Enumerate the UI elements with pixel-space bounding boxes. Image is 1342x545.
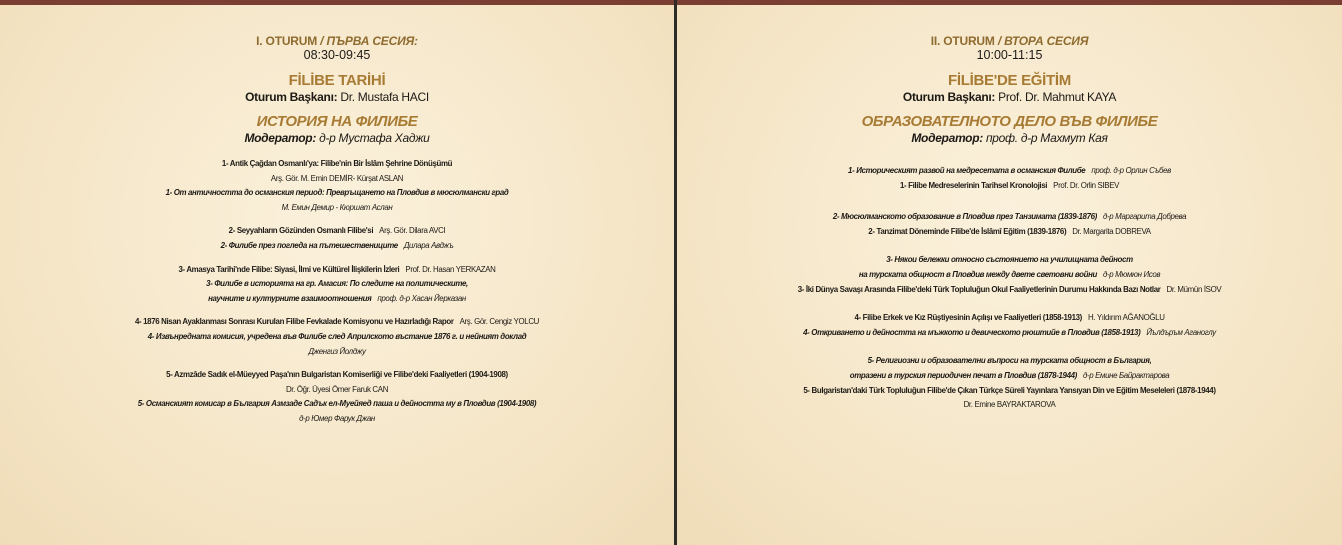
- talk-title-bg: 4- Извънредната комисия, учредена във Филибе след Априлското въстание 1876 г. и нейният доклад: [147, 331, 527, 341]
- session-2-chair: [677, 90, 1342, 105]
- talk-item: [677, 253, 1342, 297]
- talk-author-tr: Arş. Gör. Dilara AVCI: [379, 226, 446, 236]
- talk-author-bg: д-р Емине Байрактарова: [1082, 370, 1170, 380]
- session-2-heading: [677, 34, 1342, 48]
- session-1-moderator: [0, 131, 674, 146]
- talk-item: [677, 164, 1342, 193]
- session-2-moderator: [677, 131, 1342, 146]
- session-slash: /: [994, 34, 1005, 48]
- session-2-title-tr: FİLİBE'DE EĞİTİM: [948, 72, 1071, 89]
- talk-author-tr: Arş. Gör. M. Emin DEMİR- Kürşat ASLAN: [270, 173, 404, 183]
- session-1-panel: [0, 5, 674, 545]
- talk-author-tr: Dr. Emine BAYRAKTAROVA: [963, 400, 1056, 410]
- session-2-talks: [677, 164, 1342, 413]
- talk-title-tr: 1- Antik Çağdan Osmanlı'ya: Filibe'nin Bir İslâm Şehrine Dönüşümü: [221, 159, 453, 168]
- session-1-label-bg: ПЪРВА СЕСИЯ:: [326, 34, 418, 48]
- talk-title-bg: 5- Османският комисар в България Азмзаде Садък ел-Муейяед паша и дейността му в Пловдив (1904-1908): [137, 399, 537, 409]
- talk-item: [677, 311, 1342, 340]
- talk-author-bg: проф. д-р Хасан Йерказан: [377, 293, 466, 303]
- talk-title-tr: 3- Amasya Tarihi'nde Filibe: Siyasi, İlmi ve Kültürel İlişkilerin İzleri: [178, 264, 400, 274]
- talk-author-bg: Дилара Авджъ: [403, 240, 454, 250]
- talk-title-tr: 5- Azmzâde Sadık el-Müeyyed Paşa'nın Bulgaristan Komiserliği ve Filibe'deki Faaliyetleri (1904-1908): [166, 370, 508, 380]
- talk-item: [0, 315, 674, 359]
- session-2-title-bg: ОБРАЗОВАТЕЛНОТО ДЕЛО ВЪВ ФИЛИБЕ: [861, 113, 1158, 130]
- talk-title-bg: 4- Откриването и дейността на мъжкото и девическото рюштийе в Пловдив (1858-1913): [803, 327, 1141, 337]
- talk-title-tr: 1- Filibe Medreselerinin Tarihsel Kronolojisi: [899, 180, 1048, 190]
- moderator-label: Модератор:: [244, 131, 317, 145]
- talk-author-bg: д-р Маргарита Добрева: [1102, 212, 1187, 222]
- talk-title-tr: 2- Tanzimat Döneminde Filibe'de İslâmî Eğitim (1839-1876): [868, 226, 1067, 236]
- session-1-heading: [0, 34, 674, 48]
- talk-title-bg-cont: отразени в турския периодичен печат в Пловдив (1878-1944): [849, 370, 1077, 380]
- talk-item: [0, 157, 674, 215]
- session-2-panel: [677, 5, 1342, 545]
- talk-author-bg: Йълдъръм Аганоглу: [1146, 327, 1216, 337]
- chair-label: Oturum Başkanı:: [902, 90, 996, 104]
- talk-author-tr: Dr. Öğr. Üyesi Ömer Faruk CAN: [285, 384, 389, 394]
- session-1-chair: [0, 90, 674, 105]
- session-slash: /: [317, 34, 327, 48]
- talk-author-tr: H. Yıldırım AĞANOĞLU: [1087, 313, 1165, 323]
- talk-title-bg: 3- Някои бележки относно състоянието на училищната дейност: [886, 255, 1133, 265]
- talk-item: [0, 368, 674, 426]
- talk-author-bg: проф. д-р Орлин Събев: [1091, 166, 1171, 175]
- session-2-label-tr: II. OTURUM: [930, 34, 995, 48]
- session-1-talks: [0, 157, 674, 427]
- talk-author-bg: д-р Юмер Фарук Джан: [299, 413, 375, 423]
- talk-title-bg-cont: на турската общност в Пловдив между двете световни войни: [858, 269, 1097, 279]
- talk-title-bg: 5- Религиозни и образователни въпроси на турската общност в България,: [867, 356, 1152, 366]
- session-2-label-bg: ВТОРА СЕСИЯ: [1004, 34, 1089, 48]
- talk-title-bg: 3- Филибе в историята на гр. Амасия: По следите на политическите,: [206, 279, 468, 289]
- session-1-title-tr: FİLİBE TARİHİ: [288, 72, 386, 89]
- talk-title-tr: 4- 1876 Nisan Ayaklanması Sonrası Kurulan Filibe Fevkalade Komisyonu ve Hazırladığı Rapor: [134, 317, 454, 327]
- session-1-time: 08:30-09:45: [303, 48, 371, 62]
- talk-title-bg: 2- Мюсюлманското образование в Пловдив през Танзимата (1839-1876): [832, 212, 1097, 222]
- chair-name: Prof. Dr. Mahmut KAYA: [995, 90, 1117, 104]
- session-2-time: 10:00-11:15: [976, 48, 1043, 62]
- session-1-label-tr: I. OTURUM: [256, 34, 318, 48]
- talk-title-tr: 2- Seyyahların Gözünden Osmanlı Filibe'si: [228, 226, 374, 236]
- chair-label: Oturum Başkanı:: [245, 90, 338, 104]
- talk-author-tr: Arş. Gör. Cengiz YOLCU: [459, 317, 540, 327]
- moderator-name: д-р Мустафа Хаджи: [316, 131, 430, 145]
- talk-author-bg: д-р Мюмюн Исов: [1102, 269, 1161, 279]
- talk-author-tr: Prof. Dr. Orlin SIBEV: [1053, 180, 1120, 190]
- session-1-title-bg: ИСТОРИЯ НА ФИЛИБЕ: [256, 113, 418, 130]
- talk-title-tr: 4- Filibe Erkek ve Kız Rüştiyesinin Açılışı ve Faaliyetleri (1858-1913): [854, 313, 1082, 323]
- talk-title-bg: 2- Филибе през погледа на пътешествениците: [220, 240, 398, 250]
- talk-title-bg-cont: научните и културните взаимоотношения: [208, 293, 372, 303]
- talk-item: [0, 263, 674, 307]
- talk-item: [677, 210, 1342, 239]
- talk-item: [677, 354, 1342, 412]
- talk-title-tr: 3- İki Dünya Savaşı Arasında Filibe'deki Türk Topluluğun Okul Faaliyetlerinin Durumu Hakkında Bazı Notlar: [797, 284, 1161, 294]
- talk-author-bg: М. Емин Демир - Кюршат Аслан: [281, 202, 393, 212]
- talk-title-bg: 1- Историческият развой на медресетата в османския Филибе: [848, 166, 1086, 175]
- moderator-label: Модератор:: [911, 131, 983, 145]
- talk-title-tr: 5- Bulgaristan'daki Türk Topluluğun Filibe'de Çıkan Türkçe Süreli Yayınlara Yansıyan Din ve Eğitim Meseleleri (1878-1944): [803, 385, 1216, 395]
- moderator-name: проф. д-р Махмут Кая: [982, 131, 1108, 145]
- talk-author-tr: Dr. Mümün İSOV: [1166, 284, 1222, 294]
- talk-title-bg: 1- От античността до османския период: Превръщането на Пловдив в мюсюлмански град: [165, 188, 509, 198]
- talk-item: [0, 224, 674, 253]
- talk-author-tr: Prof. Dr. Hasan YERKAZAN: [405, 264, 496, 274]
- chair-name: Dr. Mustafa HACI: [337, 90, 429, 104]
- talk-author-tr: Dr. Margarita DOBREVA: [1072, 226, 1151, 236]
- talk-author-bg: Дженгиз Йолджу: [308, 346, 366, 356]
